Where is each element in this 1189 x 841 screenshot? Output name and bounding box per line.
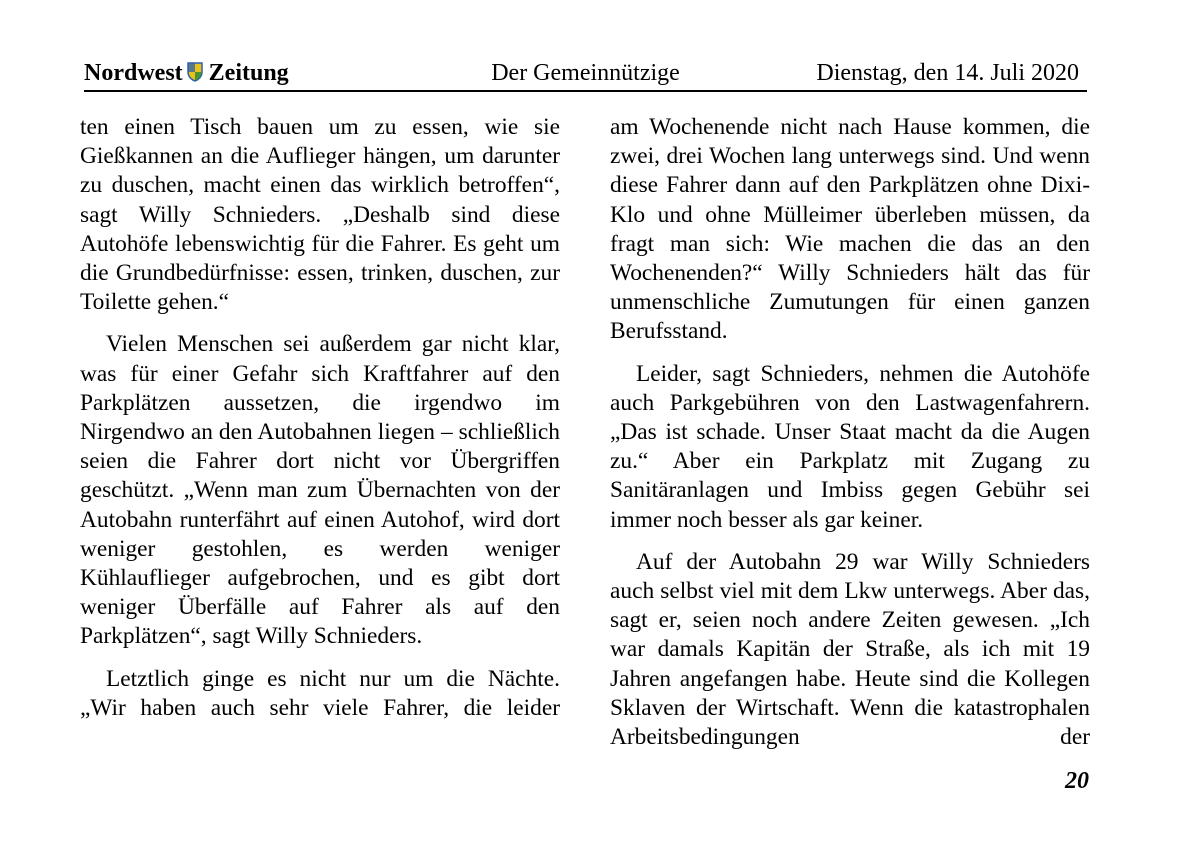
article-column-right xyxy=(610,113,1090,752)
paragraph: Leider, sagt Schnieders, nehmen die Autohöfe auch Parkgebühren von den Lastwagenfahrern. „Das ist schade. Unser Staat macht da die Augen zu.“ Aber ein Parkplatz mit Zugang zu Sanitäranlagen und Imbiss gegen Gebühr sei immer noch besser als gar keiner. xyxy=(610,360,1090,533)
masthead-word-nordwest: Nordwest xyxy=(84,60,183,86)
page-number: 20 xyxy=(1065,768,1089,794)
paragraph: ten einen Tisch bauen um zu essen, wie sie Gießkannen an die Auflieger hängen, um darunter zu duschen, macht einen das wirklich betroffen“, sagt Willy Schnieders. „Deshalb sind diese Autohöfe lebenswichtig für die Fahrer. Es geht um die Grundbedürfnisse: essen, trinken, duschen, zur Toilette gehen.“ xyxy=(80,114,560,316)
paragraph: am Wochenende nicht nach Hause kommen, die zwei, drei Wochen lang unterwegs sind. Und wenn diese Fahrer dann auf den Parkplätzen ohne Dixi-Klo und ohne Mülleimer überleben müssen, da fragt man sich: Wie machen die das an den Wochenenden?“ Willy Schnieders hält das für unmenschliche Zumutungen für einen ganzen Berufsstand. xyxy=(610,114,1090,345)
masthead-word-zeitung: Zeitung xyxy=(208,60,289,86)
paragraph: Vielen Menschen sei außerdem gar nicht klar, was für einer Gefahr sich Kraftfahrer auf den Parkplätzen aussetzen, die irgendwo im Nirgendwo an den Autobahnen liegen – schließlich seien die Fahrer dort nicht vor Übergriffen geschützt. „Wenn man zum Übernachten von der Autobahn runterfährt auf einen Autohof, wird dort weniger gestohlen, es werden weniger Kühlauflieger aufgebrochen, und es gibt dort weniger Überfälle auf Fahrer als auf den Parkplätzen“, sagt Willy Schnieders. xyxy=(80,331,560,650)
paragraph: Auf der Autobahn 29 war Willy Schnieders auch selbst viel mit dem Lkw unterwegs. Aber das, sagt er, seien noch andere Zeiten gewesen. „Ich war damals Kapitän der Straße, als ich mit 19 Jahren angefangen habe. Heute sind die Kollegen Sklaven der Wirtschaft. Wenn die katastrophalen Arbeitsbedingungen der xyxy=(610,548,1090,751)
header-rule xyxy=(84,90,1087,92)
article-column-left xyxy=(80,113,560,723)
issue-date: Dienstag, den 14. Juli 2020 xyxy=(816,60,1079,86)
paragraph: Letztlich ginge es nicht nur um die Nächte. „Wir haben auch sehr viele Fahrer, die leider xyxy=(80,665,560,721)
section-title: Der Gemeinnützige xyxy=(491,60,680,86)
page-header xyxy=(84,58,1087,88)
